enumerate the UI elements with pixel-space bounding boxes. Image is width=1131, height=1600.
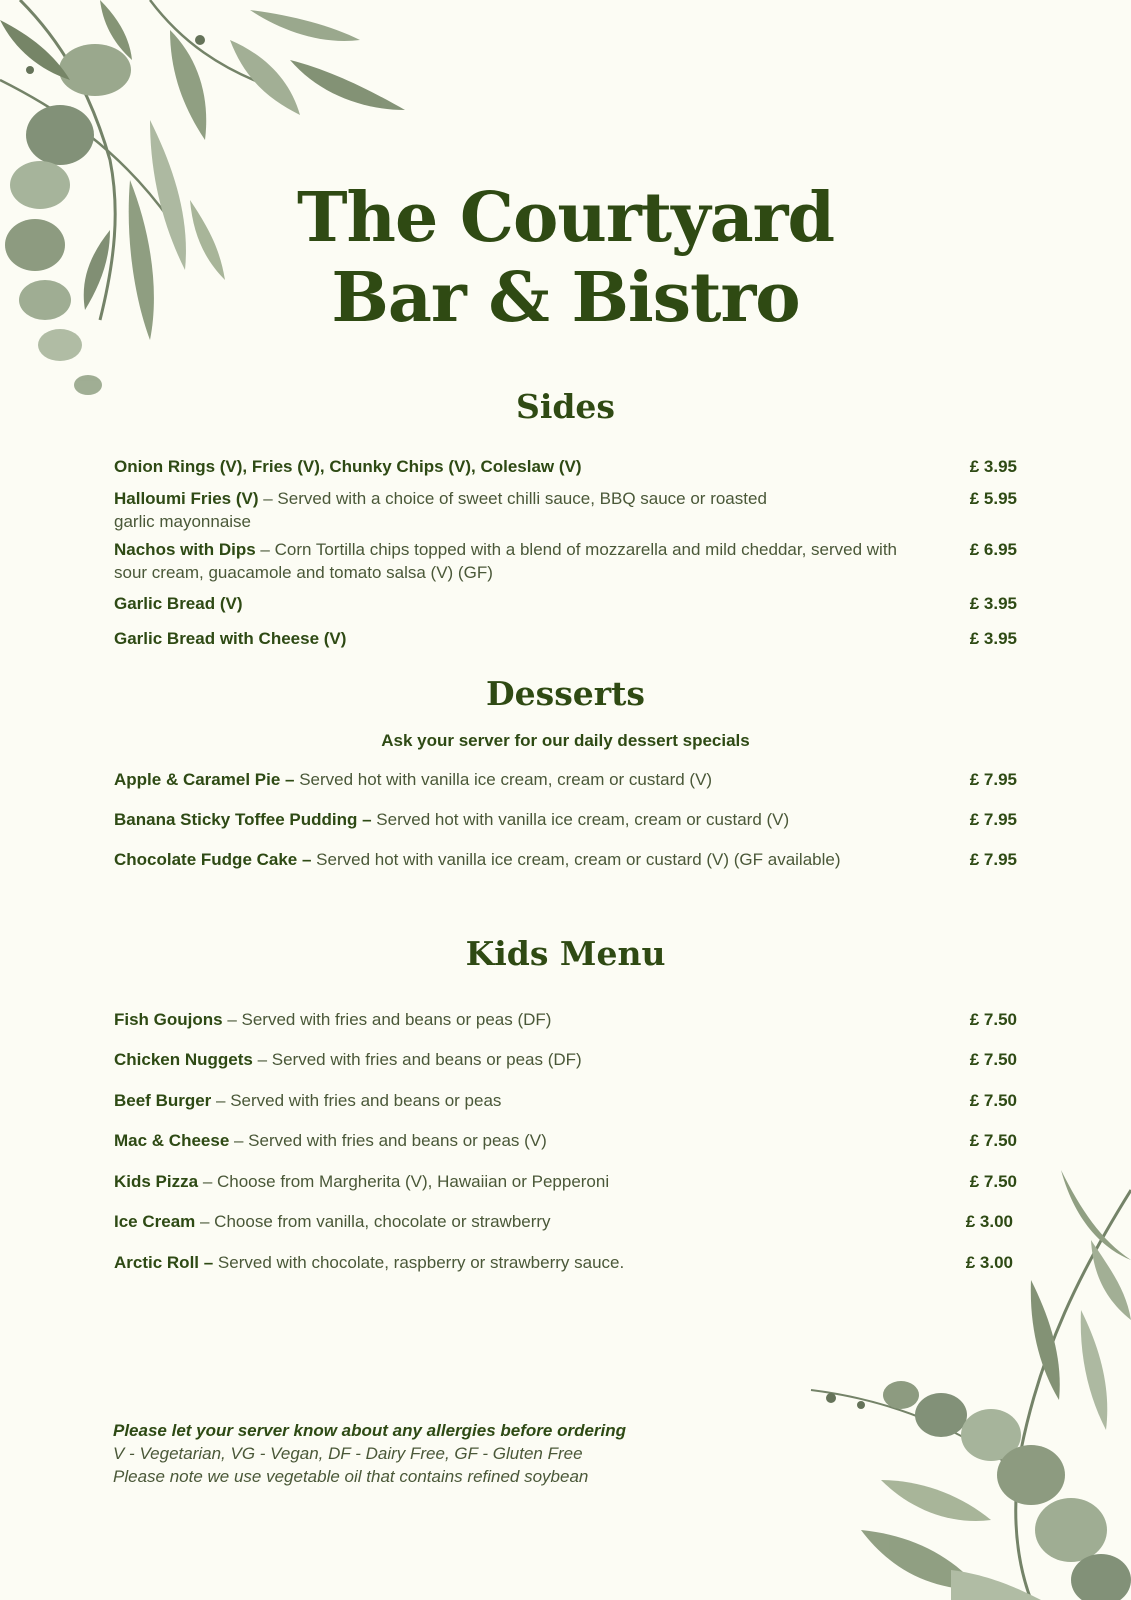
item-price: £ 3.95	[969, 457, 1017, 476]
allergy-footer	[113, 1419, 626, 1488]
item-price: £ 7.50	[969, 1010, 1017, 1029]
item-name: Banana Sticky Toffee Pudding –	[114, 810, 372, 829]
item-price: £ 5.95	[969, 489, 1017, 508]
item-description: – Served with fries and beans or peas (DF)	[252, 1050, 582, 1069]
item-name: Mac & Cheese	[114, 1131, 230, 1150]
item-price: £ 6.95	[969, 540, 1017, 559]
menu-item	[114, 1089, 1019, 1112]
item-description: – Choose from Margherita (V), Hawaiian or Pepperoni	[198, 1172, 610, 1191]
item-name: Chicken Nuggets	[114, 1050, 253, 1069]
item-price: £ 7.95	[969, 810, 1017, 829]
menu-item	[114, 1008, 1019, 1031]
item-name: Ice Cream	[114, 1212, 196, 1231]
item-name: Onion Rings (V), Fries (V), Chunky Chips (V), Coleslaw (V)	[114, 457, 582, 476]
item-name: Halloumi Fries (V)	[114, 489, 259, 508]
menu-item	[114, 538, 1019, 584]
item-price: £ 3.95	[969, 594, 1017, 613]
item-name: Apple & Caramel Pie –	[114, 770, 295, 789]
item-name: Fish Goujons	[114, 1010, 223, 1029]
item-description: – Corn Tortilla chips topped with a blend of mozzarella and mild cheddar, served with sour cream, guacamole and tomato salsa (V) (GF)	[114, 540, 897, 582]
item-description: Served with chocolate, raspberry or strawberry sauce.	[213, 1253, 625, 1272]
menu-item	[114, 848, 1019, 871]
menu-item	[114, 592, 1019, 615]
menu-item	[114, 768, 1019, 791]
allergy-notice: Please let your server know about any allergies before ordering	[113, 1421, 627, 1440]
item-description: – Served with fries and beans or peas (DF)	[222, 1010, 552, 1029]
item-price: £ 7.50	[969, 1050, 1017, 1069]
menu-item	[114, 627, 1019, 650]
menu-item	[114, 455, 1019, 478]
item-price: £ 3.00	[965, 1253, 1013, 1272]
item-price: £ 3.00	[965, 1212, 1013, 1231]
menu-item	[114, 1251, 1019, 1274]
section-title-kids-menu: Kids Menu	[465, 934, 666, 973]
oil-note: Please note we use vegetable oil that contains refined soybean	[113, 1467, 589, 1486]
item-price: £ 7.50	[969, 1172, 1017, 1191]
item-price: £ 7.50	[969, 1131, 1017, 1150]
item-name: Nachos with Dips	[114, 540, 256, 559]
menu-item	[114, 808, 1019, 831]
item-description: Served hot with vanilla ice cream, cream or custard (V)	[371, 810, 790, 829]
item-description: Served hot with vanilla ice cream, cream or custard (V)	[294, 770, 713, 789]
item-name: Beef Burger	[114, 1091, 212, 1110]
menu-item	[114, 1129, 1019, 1152]
item-description: – Served with fries and beans or peas (V)	[229, 1131, 547, 1150]
item-description: Served hot with vanilla ice cream, cream or custard (V) (GF available)	[311, 850, 841, 869]
item-name: Chocolate Fudge Cake –	[114, 850, 312, 869]
item-description: – Served with fries and beans or peas	[211, 1091, 502, 1110]
restaurant-title	[0, 178, 1131, 338]
section-title-desserts: Desserts	[486, 674, 645, 713]
menu-item	[114, 1210, 1019, 1233]
menu-item	[114, 1170, 1019, 1193]
item-name: Garlic Bread (V)	[114, 594, 243, 613]
menu-item	[114, 487, 1019, 533]
item-description: – Served with a choice of sweet chilli sauce, BBQ sauce or roasted garlic mayonnaise	[114, 489, 767, 531]
desserts-subtitle: Ask your server for our daily dessert specials	[381, 731, 750, 750]
item-name: Garlic Bread with Cheese (V)	[114, 629, 347, 648]
title-line-2: Bar & Bistro	[331, 258, 800, 338]
item-price: £ 7.95	[969, 850, 1017, 869]
menu-item	[114, 1048, 1019, 1071]
item-description: – Choose from vanilla, chocolate or strawberry	[195, 1212, 551, 1231]
item-name: Arctic Roll –	[114, 1253, 214, 1272]
section-title-sides: Sides	[515, 387, 616, 426]
item-price: £ 3.95	[969, 629, 1017, 648]
item-name: Kids Pizza	[114, 1172, 199, 1191]
title-line-1: The Courtyard	[296, 178, 835, 258]
item-price: £ 7.50	[969, 1091, 1017, 1110]
dietary-key: V - Vegetarian, VG - Vegan, DF - Dairy Free, GF - Gluten Free	[113, 1444, 583, 1463]
item-price: £ 7.95	[969, 770, 1017, 789]
